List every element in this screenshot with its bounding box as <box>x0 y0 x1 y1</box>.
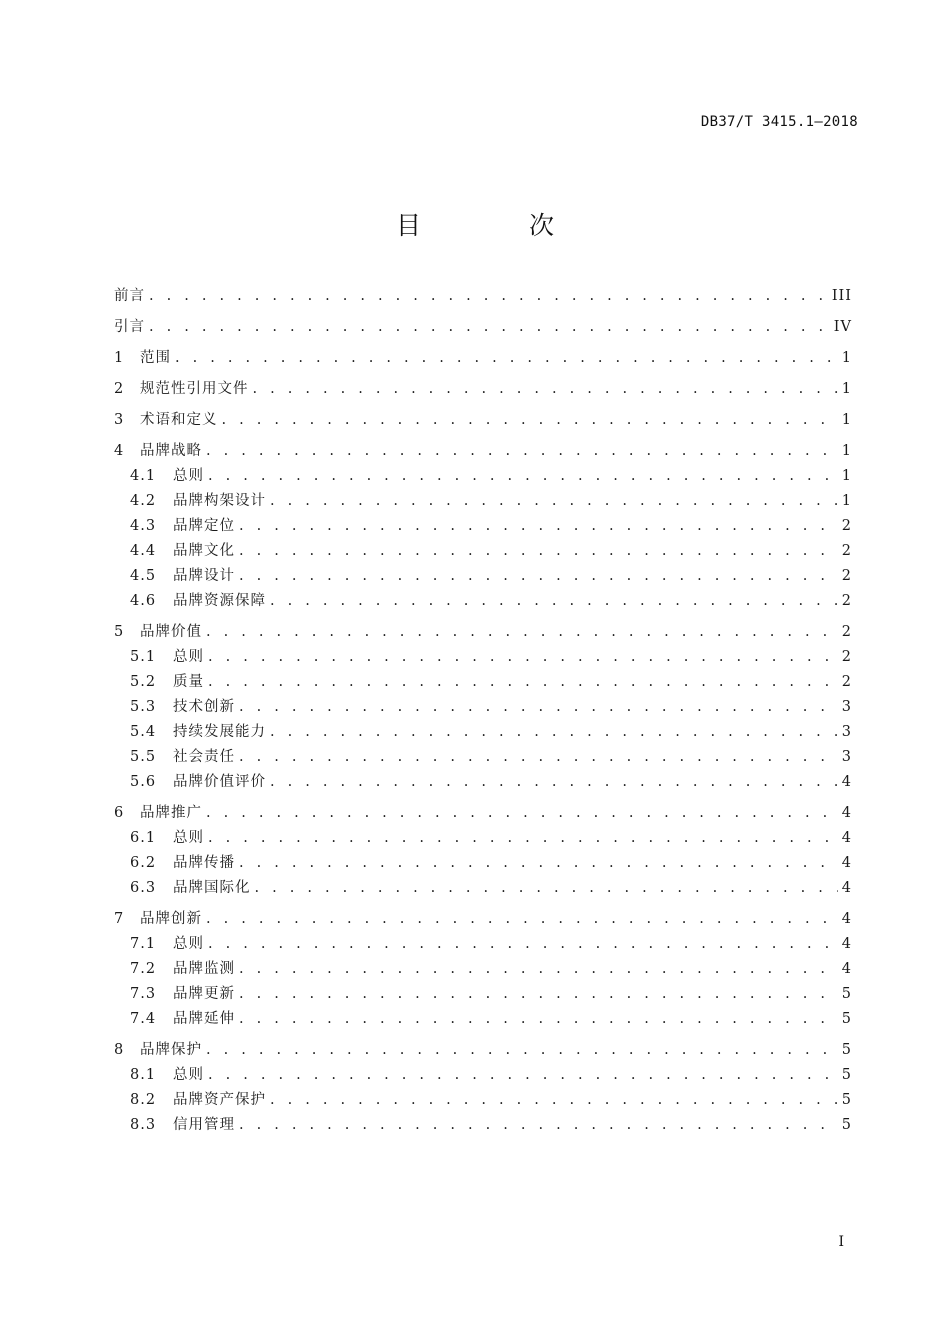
toc-dot-leader <box>239 851 838 876</box>
toc-entry-number: 8.3 <box>130 1117 157 1133</box>
toc-entry[interactable] <box>114 876 852 901</box>
toc-entry-label: 引言 <box>114 319 145 335</box>
toc-entry[interactable] <box>114 770 852 795</box>
toc-entry-label: 持续发展能力 <box>173 724 266 740</box>
toc-entry-page: 2 <box>841 624 852 640</box>
toc-dot-leader <box>253 377 838 402</box>
toc-entry-number: 3 <box>114 412 125 428</box>
toc-entry-label: 品牌更新 <box>173 986 235 1002</box>
toc-entry[interactable] <box>114 539 852 564</box>
toc-entry-label: 品牌价值评价 <box>173 774 266 790</box>
toc-dot-leader <box>206 620 838 645</box>
toc-entry-page: 1 <box>841 443 852 459</box>
toc-dot-leader <box>206 1038 838 1063</box>
toc-entry-number: 4 <box>114 443 125 459</box>
toc-entry-label: 术语和定义 <box>140 412 218 428</box>
toc-entry-page: 3 <box>841 724 852 740</box>
toc-entry-label: 技术创新 <box>173 699 235 715</box>
toc-title: 目 次 <box>396 211 604 240</box>
toc-entry-label: 总则 <box>173 830 204 846</box>
toc-entry-page: 4 <box>841 936 852 952</box>
table-of-contents <box>114 284 852 1138</box>
toc-entry-page: 4 <box>841 805 852 821</box>
toc-entry-label: 总则 <box>173 1067 204 1083</box>
toc-dot-leader <box>255 876 838 901</box>
toc-entry[interactable] <box>114 670 852 695</box>
toc-entry-label: 前言 <box>114 288 145 304</box>
toc-entry[interactable] <box>114 439 852 464</box>
toc-dot-leader <box>222 408 838 433</box>
toc-entry-label: 品牌传播 <box>173 855 235 871</box>
toc-dot-leader <box>208 826 838 851</box>
toc-entry-number: 5.4 <box>130 724 157 740</box>
document-code: DB37/T 3415.1—2018 <box>700 114 858 130</box>
toc-entry[interactable] <box>114 907 852 932</box>
toc-entry-page: 3 <box>841 749 852 765</box>
toc-entry-number: 4.3 <box>130 518 157 534</box>
toc-entry[interactable] <box>114 514 852 539</box>
toc-entry[interactable] <box>114 801 852 826</box>
toc-entry-number: 5.3 <box>130 699 157 715</box>
toc-dot-leader <box>239 539 838 564</box>
toc-entry-number: 7.1 <box>130 936 157 952</box>
toc-entry-page: 5 <box>841 1117 852 1133</box>
toc-entry-number: 4.2 <box>130 493 157 509</box>
toc-entry-number: 7.4 <box>130 1011 157 1027</box>
toc-entry-label: 品牌设计 <box>173 568 235 584</box>
toc-entry[interactable] <box>114 620 852 645</box>
toc-entry-number: 4.6 <box>130 593 157 609</box>
toc-entry[interactable] <box>114 464 852 489</box>
toc-dot-leader <box>270 589 838 614</box>
toc-entry-label: 品牌战略 <box>140 443 202 459</box>
toc-entry-label: 品牌推广 <box>140 805 202 821</box>
toc-dot-leader <box>239 514 838 539</box>
toc-entry-page: 2 <box>841 568 852 584</box>
page-number: I <box>838 1234 844 1250</box>
toc-dot-leader <box>206 439 838 464</box>
toc-entry-number: 4.4 <box>130 543 157 559</box>
toc-entry-page: 5 <box>841 1042 852 1058</box>
toc-entry-page: 2 <box>841 649 852 665</box>
toc-entry-number: 6.1 <box>130 830 157 846</box>
toc-entry[interactable] <box>114 1063 852 1088</box>
toc-entry-number: 8.2 <box>130 1092 157 1108</box>
toc-entry[interactable] <box>114 377 852 402</box>
toc-entry[interactable] <box>114 564 852 589</box>
toc-entry-page: 5 <box>841 1092 852 1108</box>
toc-entry-page: 4 <box>841 961 852 977</box>
toc-dot-leader <box>239 1007 838 1032</box>
toc-entry-label: 品牌资产保护 <box>173 1092 266 1108</box>
toc-entry-number: 4.5 <box>130 568 157 584</box>
toc-entry[interactable] <box>114 982 852 1007</box>
toc-entry-page: 5 <box>841 1067 852 1083</box>
toc-entry-page: 4 <box>841 830 852 846</box>
toc-entry[interactable] <box>114 645 852 670</box>
toc-entry-label: 品牌保护 <box>140 1042 202 1058</box>
toc-dot-leader <box>175 346 838 371</box>
toc-entry[interactable] <box>114 1113 852 1138</box>
toc-entry-page: 4 <box>841 911 852 927</box>
toc-entry-label: 规范性引用文件 <box>140 381 249 397</box>
toc-dot-leader <box>206 801 838 826</box>
toc-entry[interactable] <box>114 720 852 745</box>
toc-entry-number: 5.2 <box>130 674 157 690</box>
toc-entry[interactable] <box>114 346 852 371</box>
toc-entry-number: 7.2 <box>130 961 157 977</box>
toc-entry-page: 5 <box>841 986 852 1002</box>
toc-dot-leader <box>239 564 838 589</box>
toc-entry-page: 5 <box>841 1011 852 1027</box>
toc-dot-leader <box>270 489 838 514</box>
toc-entry[interactable] <box>114 284 852 309</box>
toc-entry-number: 6 <box>114 805 125 821</box>
toc-entry-page: IV <box>833 319 852 335</box>
toc-entry-page: 4 <box>841 855 852 871</box>
toc-entry-label: 社会责任 <box>173 749 235 765</box>
toc-entry-page: 1 <box>841 493 852 509</box>
toc-entry[interactable] <box>114 826 852 851</box>
toc-dot-leader <box>270 1088 838 1113</box>
toc-entry[interactable] <box>114 1038 852 1063</box>
toc-entry-page: 2 <box>841 674 852 690</box>
toc-entry-label: 总则 <box>173 936 204 952</box>
toc-entry-page: 4 <box>841 880 852 896</box>
toc-entry-number: 7.3 <box>130 986 157 1002</box>
toc-entry-label: 总则 <box>173 649 204 665</box>
toc-dot-leader <box>270 770 838 795</box>
toc-entry-label: 品牌监测 <box>173 961 235 977</box>
toc-entry-number: 2 <box>114 381 125 397</box>
toc-dot-leader <box>208 464 838 489</box>
toc-entry-number: 5 <box>114 624 125 640</box>
toc-entry-page: 4 <box>841 774 852 790</box>
toc-entry-label: 质量 <box>173 674 204 690</box>
toc-entry[interactable] <box>114 745 852 770</box>
toc-entry-number: 5.6 <box>130 774 157 790</box>
toc-entry-number: 8 <box>114 1042 125 1058</box>
toc-entry-label: 品牌延伸 <box>173 1011 235 1027</box>
toc-dot-leader <box>270 720 838 745</box>
toc-entry-label: 品牌国际化 <box>173 880 251 896</box>
toc-entry-number: 8.1 <box>130 1067 157 1083</box>
toc-entry-label: 信用管理 <box>173 1117 235 1133</box>
toc-entry[interactable] <box>114 1088 852 1113</box>
toc-dot-leader <box>239 695 838 720</box>
toc-dot-leader <box>239 1113 838 1138</box>
toc-entry-label: 品牌资源保障 <box>173 593 266 609</box>
toc-entry-number: 7 <box>114 911 125 927</box>
toc-entry-number: 4.1 <box>130 468 157 484</box>
toc-entry-label: 品牌价值 <box>140 624 202 640</box>
toc-dot-leader <box>239 745 838 770</box>
toc-entry-number: 6.2 <box>130 855 157 871</box>
toc-entry-number: 1 <box>114 350 125 366</box>
toc-entry[interactable] <box>114 408 852 433</box>
toc-entry-page: III <box>831 288 852 304</box>
toc-dot-leader <box>149 315 830 340</box>
toc-dot-leader <box>208 932 838 957</box>
toc-entry-label: 总则 <box>173 468 204 484</box>
toc-dot-leader <box>239 982 838 1007</box>
toc-dot-leader <box>208 1063 838 1088</box>
toc-entry-page: 1 <box>841 381 852 397</box>
toc-entry-page: 1 <box>841 468 852 484</box>
toc-entry-number: 6.3 <box>130 880 157 896</box>
toc-entry-page: 1 <box>841 350 852 366</box>
toc-dot-leader <box>208 645 838 670</box>
toc-entry[interactable] <box>114 315 852 340</box>
toc-entry-page: 3 <box>841 699 852 715</box>
toc-entry-label: 范围 <box>140 350 171 366</box>
toc-entry[interactable] <box>114 851 852 876</box>
toc-dot-leader <box>206 907 838 932</box>
toc-entry-label: 品牌定位 <box>173 518 235 534</box>
toc-entry-page: 1 <box>841 412 852 428</box>
toc-entry[interactable] <box>114 589 852 614</box>
toc-entry[interactable] <box>114 1007 852 1032</box>
toc-entry-number: 5.1 <box>130 649 157 665</box>
toc-entry-number: 5.5 <box>130 749 157 765</box>
toc-entry-label: 品牌文化 <box>173 543 235 559</box>
toc-entry[interactable] <box>114 957 852 982</box>
toc-entry[interactable] <box>114 695 852 720</box>
toc-entry-label: 品牌构架设计 <box>173 493 266 509</box>
toc-entry-page: 2 <box>841 593 852 609</box>
toc-dot-leader <box>239 957 838 982</box>
toc-entry-page: 2 <box>841 543 852 559</box>
toc-dot-leader <box>208 670 838 695</box>
toc-entry[interactable] <box>114 489 852 514</box>
toc-entry-page: 2 <box>841 518 852 534</box>
toc-entry[interactable] <box>114 932 852 957</box>
toc-entry-label: 品牌创新 <box>140 911 202 927</box>
toc-dot-leader <box>149 284 828 309</box>
